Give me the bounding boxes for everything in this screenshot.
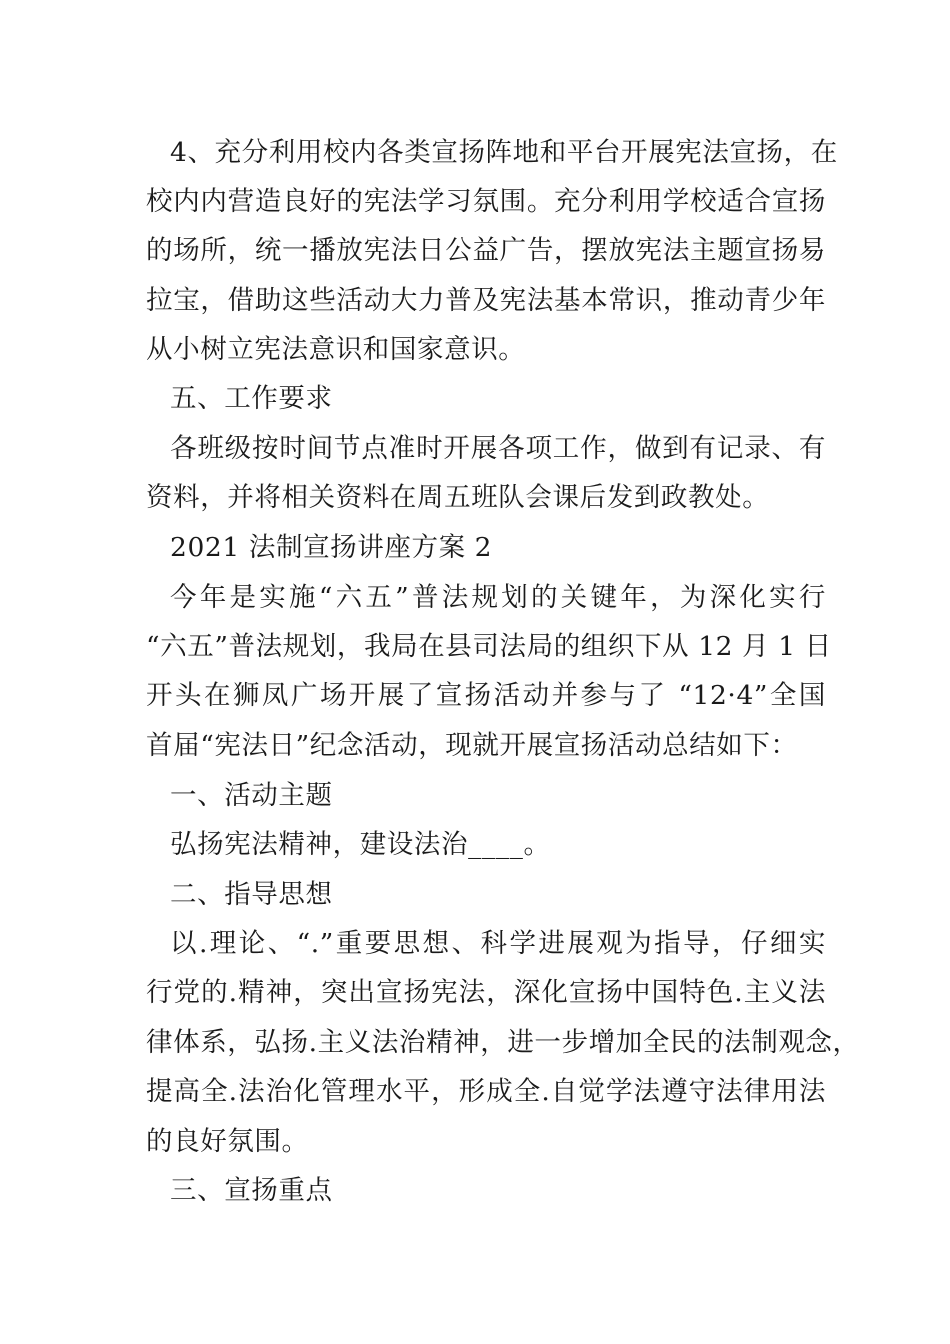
section-heading: 三、宣扬重点 (170, 1175, 333, 1206)
paragraph-line: 以.理论、“.”重要思想、科学进展观为指导，仔细实 (170, 928, 826, 959)
section-heading: 五、工作要求 (170, 383, 333, 414)
paragraph-line: 首届“宪法日”纪念活动，现就开展宣扬活动总结如下： (146, 730, 798, 761)
paragraph-line: “六五”普法规划，我局在县司法局的组织下从 12 月 1 日 (146, 631, 832, 662)
paragraph-line: 开头在狮凤广场开展了宣扬活动并参与了 “12·4”全国 (146, 680, 826, 711)
paragraph-line: 的场所，统一播放宪法日公益广告，摆放宪法主题宣扬易 (146, 235, 826, 266)
paragraph-line: 校内内营造良好的宪法学习氛围。充分利用学校适合宣扬 (146, 186, 826, 217)
paragraph-line: 提高全.法治化管理水平，形成全.自觉学法遵守法律用法 (146, 1076, 826, 1107)
paragraph-line: 律体系，弘扬.主义法治精神，进一步增加全民的法制观念， (146, 1027, 860, 1058)
paragraph-line: 各班级按时间节点准时开展各项工作，做到有记录、有 (170, 433, 826, 464)
section-heading: 一、活动主题 (170, 780, 333, 811)
paragraph-line: 从小树立宪法意识和国家意识。 (146, 334, 526, 365)
paragraph-line: 今年是实施“六五”普法规划的关键年，为深化实行 (170, 582, 826, 613)
paragraph-line: 的良好氛围。 (146, 1126, 309, 1157)
paragraph-line: 资料，并将相关资料在周五班队会课后发到政教处。 (146, 482, 770, 513)
paragraph-line: 行党的.精神，突出宣扬宪法，深化宣扬中国特色.主义法 (146, 977, 826, 1008)
section-heading: 二、指导思想 (170, 879, 333, 910)
paragraph-line: 拉宝，借助这些活动大力普及宪法基本常识，推动青少年 (146, 285, 826, 316)
document-subtitle: 2021 法制宣扬讲座方案 2 (170, 532, 493, 563)
paragraph-line: 弘扬宪法精神，建设法治____。 (170, 829, 551, 860)
paragraph-line: 4、充分利用校内各类宣扬阵地和平台开展宪法宣扬，在 (170, 137, 838, 168)
